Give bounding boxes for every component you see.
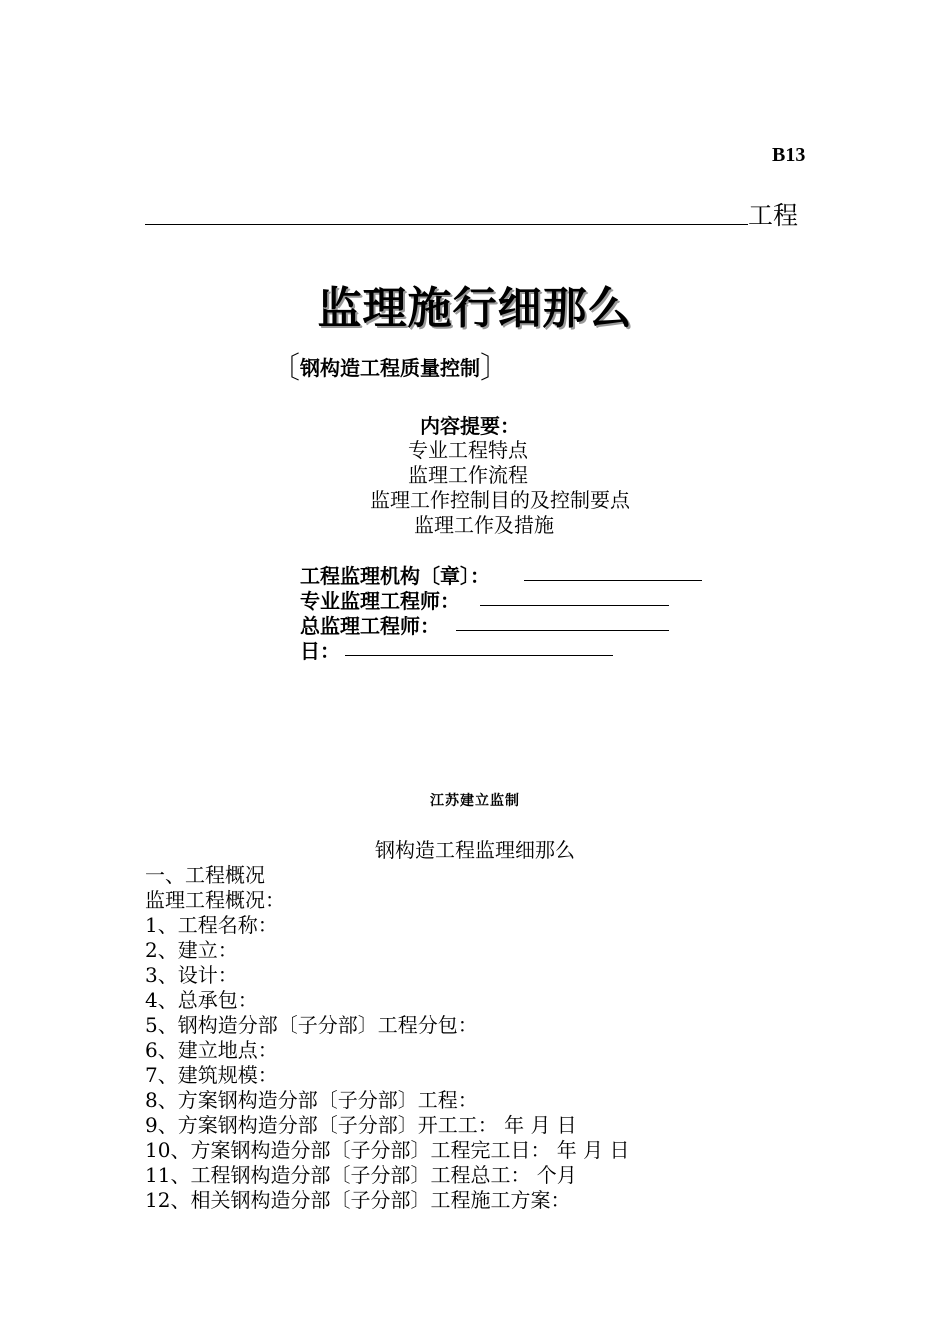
summary-item: 专业工程特点 [408, 438, 528, 462]
chief-engineer-label: 总监理工程师： [300, 614, 440, 638]
date-label: 日： [300, 639, 340, 663]
overview-item: 2、建立： [145, 938, 238, 962]
overview-item: 7、建筑规模： [145, 1063, 278, 1087]
overview-item: 5、钢构造分部〔子分部〕工程分包： [145, 1013, 478, 1037]
document-code: B13 [772, 144, 806, 166]
overview-item: 12、相关钢构造分部〔子分部〕工程施工方案： [145, 1188, 571, 1212]
overview-item: 4、总承包： [145, 988, 258, 1012]
chief-engineer-blank [456, 630, 669, 631]
document-subtitle [270, 343, 510, 387]
document-main-title: 监理施行细那么 [317, 283, 633, 334]
overview-item: 10、方案钢构造分部〔子分部〕工程完工日： 年 月 日 [145, 1138, 630, 1162]
subtitle-open-bracket: 〔 [270, 351, 300, 386]
engineer-label: 专业监理工程师： [300, 589, 460, 613]
overview-item: 6、建立地点： [145, 1038, 278, 1062]
section-heading: 一、工程概况 [145, 863, 265, 887]
summary-item: 监理工作控制目的及控制要点 [370, 488, 630, 512]
summary-item: 监理工作流程 [408, 463, 528, 487]
summary-item: 监理工作及措施 [414, 513, 554, 537]
section-document-title: 钢构造工程监理细那么 [375, 838, 575, 862]
supervision-org-label: 工程监理机构〔章〕： [300, 564, 490, 588]
overview-item: 9、方案钢构造分部〔子分部〕开工工： 年 月 日 [145, 1113, 577, 1137]
overview-item: 3、设计： [145, 963, 238, 987]
engineer-blank [480, 605, 669, 606]
section-intro: 监理工程概况： [145, 888, 285, 912]
summary-heading: 内容提要： [420, 414, 520, 438]
supervision-org-blank [524, 580, 702, 581]
company-name: 江苏建立监制 [430, 793, 520, 809]
subtitle-text: 钢构造工程质量控制 [300, 356, 480, 380]
subtitle-close-bracket: 〕 [480, 351, 510, 386]
overview-item: 1、工程名称： [145, 913, 278, 937]
date-blank [345, 655, 613, 656]
overview-item: 8、方案钢构造分部〔子分部〕工程： [145, 1088, 478, 1112]
project-name-underline [145, 224, 748, 225]
project-suffix: 工程 [748, 201, 799, 230]
overview-item: 11、工程钢构造分部〔子分部〕工程总工： 个月 [145, 1163, 577, 1187]
